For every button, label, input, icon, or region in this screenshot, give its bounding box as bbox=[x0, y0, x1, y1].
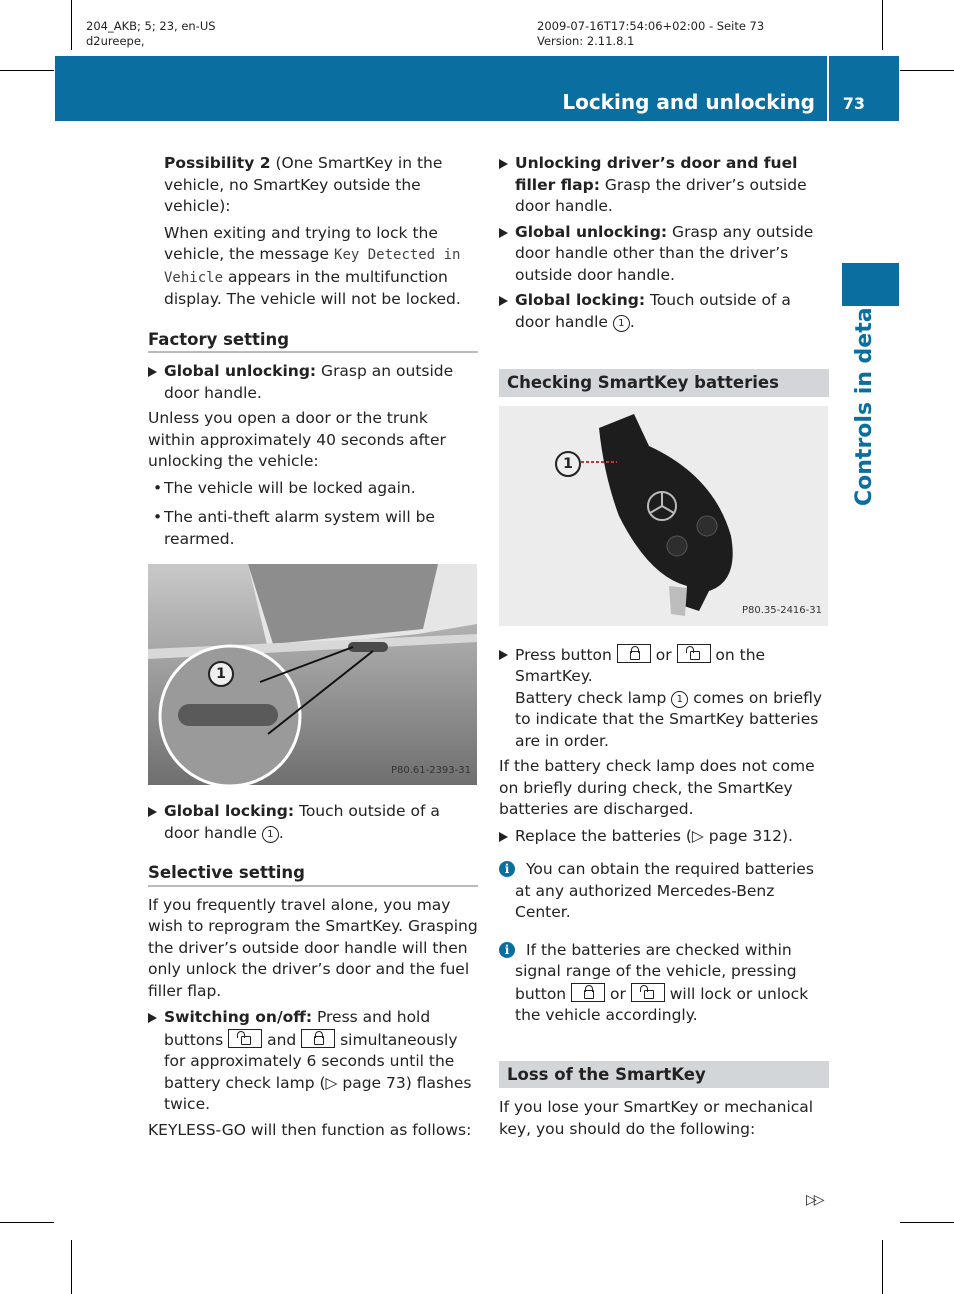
display-message: Key Detected in Vehicle bbox=[164, 247, 461, 286]
step-label: Unlocking driver’s door and fuel filler flap: bbox=[515, 154, 798, 194]
callout-1: 1 bbox=[555, 451, 581, 477]
meta-line: Version: 2.11.8.1 bbox=[537, 34, 635, 48]
exit-paragraph bbox=[148, 223, 478, 311]
unless-paragraph: Unless you open a door or the trunk within approximately 40 seconds after unlocking the vehicle: bbox=[148, 409, 446, 470]
unlock-button-icon bbox=[228, 1029, 262, 1048]
step-global-unlocking bbox=[499, 222, 829, 287]
right-column bbox=[499, 153, 829, 1145]
step-label: Global locking: bbox=[164, 802, 295, 820]
info-icon: i bbox=[499, 942, 515, 958]
meta-line: 2009-07-16T17:54:06+02:00 - Seite 73 bbox=[537, 19, 765, 33]
crop-mark bbox=[71, 1240, 72, 1294]
battery-result bbox=[515, 688, 829, 753]
step-text: Grasp an outside door handle. bbox=[164, 362, 454, 402]
callout-ref: 1 bbox=[262, 826, 279, 843]
print-meta-right bbox=[537, 19, 764, 49]
step-switching bbox=[148, 1007, 478, 1116]
callout-ref: 1 bbox=[613, 315, 630, 332]
step-replace-batteries: Replace the batteries (▷ page 312). bbox=[499, 826, 829, 848]
lock-button-icon bbox=[617, 644, 651, 663]
lock-button-icon bbox=[571, 983, 605, 1002]
info-text: will lock or unlock the vehicle accordingly. bbox=[515, 984, 809, 1024]
header-separator bbox=[827, 56, 829, 121]
step-global-unlocking bbox=[148, 361, 478, 404]
callout-ref: 1 bbox=[671, 691, 688, 708]
info-icon: i bbox=[499, 861, 515, 877]
step-text: Touch outside of a door handle bbox=[164, 802, 440, 842]
side-tab-text: Controls in detail bbox=[852, 292, 877, 506]
section-title: Locking and unlocking bbox=[562, 90, 815, 114]
loss-paragraph: If you lose your SmartKey or mechanical key, you should do the following: bbox=[499, 1098, 814, 1138]
print-meta-left bbox=[86, 19, 216, 49]
step-text: . bbox=[278, 823, 284, 842]
crop-mark bbox=[0, 1222, 54, 1223]
step-label: Switching on/off: bbox=[164, 1008, 313, 1026]
crop-mark bbox=[882, 0, 883, 50]
step-label: Global unlocking: bbox=[515, 222, 668, 241]
possibility-paragraph bbox=[148, 153, 478, 218]
step-label: Global locking: bbox=[515, 291, 646, 309]
crop-mark bbox=[0, 70, 54, 71]
callout-1: 1 bbox=[208, 661, 234, 687]
step-press-button bbox=[499, 644, 829, 753]
header-band bbox=[55, 56, 899, 121]
step-text: Grasp any outside door handle other than the driver’s outside door handle. bbox=[515, 222, 814, 284]
possibility-label: Possibility 2 bbox=[164, 154, 271, 172]
step-text: or bbox=[650, 645, 677, 664]
step-label: Global unlocking: bbox=[164, 362, 317, 380]
page-number: 73 bbox=[842, 94, 865, 113]
meta-line: 204_AKB; 5; 23, en-US bbox=[86, 19, 216, 33]
photo-reference: P80.61-2393-31 bbox=[390, 764, 471, 776]
step-unlocking-drivers-door bbox=[499, 153, 829, 218]
crop-mark bbox=[900, 70, 954, 71]
step-text: Touch outside of a door handle bbox=[515, 291, 791, 331]
smartkey-photo bbox=[499, 406, 828, 626]
meta-line: d2ureepe, bbox=[86, 34, 145, 48]
step-text: Press and hold buttons bbox=[164, 1008, 431, 1049]
continued-arrows: ▷▷ bbox=[806, 1192, 822, 1208]
step-text: and bbox=[262, 1030, 302, 1049]
info-text: If the batteries are checked within signal range of the vehicle, pressing button bbox=[515, 940, 797, 1003]
crop-mark bbox=[900, 1222, 954, 1223]
lock-button-icon bbox=[301, 1029, 335, 1048]
bullet-item: • The anti-theft alarm system will be rearmed. bbox=[148, 507, 478, 550]
step-global-locking bbox=[499, 290, 829, 333]
bullet-item: • The vehicle will be locked again. bbox=[148, 478, 478, 500]
step-text: Press button bbox=[515, 645, 617, 664]
step-text: comes on briefly to indicate that the SmartKey batteries are in order. bbox=[515, 688, 823, 750]
crop-mark bbox=[71, 0, 72, 50]
possibility-text: (One SmartKey in the vehicle, no SmartKey outside the vehicle): bbox=[164, 154, 443, 215]
step-text: Battery check lamp bbox=[515, 688, 672, 707]
step-text: on the SmartKey. bbox=[515, 645, 766, 685]
selective-paragraph: If you frequently travel alone, you may wish to reprogram the SmartKey. Grasping the driver’s outside door handle will then only unlock the driver’s door and the fuel filler flap. bbox=[148, 895, 478, 1000]
door-handle-photo bbox=[148, 564, 477, 785]
step-text: . bbox=[629, 312, 635, 331]
info-text: You can obtain the required batteries at any authorized Mercedes-Benz Center. bbox=[515, 860, 814, 921]
side-tab-label bbox=[852, 292, 880, 506]
step-text: Grasp the driver’s outside door handle. bbox=[515, 175, 807, 215]
unlock-button-icon bbox=[631, 983, 665, 1002]
selective-setting-heading: Selective setting bbox=[148, 862, 478, 887]
smartkey-illustration bbox=[499, 406, 828, 626]
loss-smartkey-heading: Loss of the SmartKey bbox=[499, 1061, 829, 1089]
factory-setting-heading: Factory setting bbox=[148, 329, 478, 354]
crop-mark bbox=[882, 1240, 883, 1294]
left-column bbox=[148, 153, 478, 1146]
info-note bbox=[499, 859, 829, 924]
step-global-locking bbox=[148, 801, 478, 844]
photo-reference: P80.35-2416-31 bbox=[741, 605, 822, 616]
keyless-paragraph: KEYLESS-GO will then function as follows: bbox=[148, 1120, 472, 1139]
exit-text: appears in the multifunction display. The vehicle will not be locked. bbox=[164, 267, 461, 308]
door-handle-illustration bbox=[148, 564, 477, 785]
exit-text: When exiting and trying to lock the vehicle, the message bbox=[164, 223, 438, 263]
discharged-paragraph: If the battery check lamp does not come on briefly during check, the SmartKey batteries are discharged. bbox=[499, 757, 815, 818]
info-text: or bbox=[605, 984, 631, 1003]
checking-batteries-heading: Checking SmartKey batteries bbox=[499, 369, 829, 397]
info-note bbox=[499, 940, 829, 1027]
step-text: simultaneously for approximately 6 seconds until the battery check lamp (▷ page 73) flashes twice. bbox=[164, 1030, 472, 1113]
unlock-button-icon bbox=[677, 644, 711, 663]
